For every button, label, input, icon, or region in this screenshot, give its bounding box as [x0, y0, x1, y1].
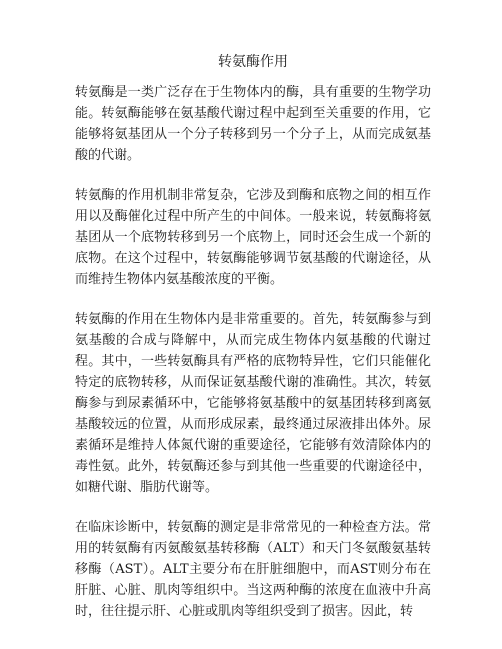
document-page [75, 52, 431, 641]
paragraph-3: 转氨酶的作用在生物体内是非常重要的。首先，转氨酶参与到氨基酸的合成与降解中，从而完成生物体内氨基酸的代谢过程。其中，一些转氨酶具有严格的底物特异性，它们只能催化特定的底物转移，从而保证氨基酸代谢的准确性。其次，转氨酶参与到尿素循环中，它能够将氨基酸中的氨基团转移到离氨基酸较远的位置，从而形成尿素，最终通过尿液排出体外。尿素循环是维持人体氮代谢的重要途径，它能够有效清除体内的毒性氨。此外，转氨酶还参与到其他一些重要的代谢途径中，如糖代谢、脂肪代谢等。 [75, 312, 431, 495]
document-title: 转氨酶作用 [218, 54, 288, 70]
paragraph-2: 转氨酶的作用机制非常复杂，它涉及到酶和底物之间的相互作用以及酶催化过程中所产生的中间体。一般来说，转氨酶将氨基团从一个底物转移到另一个底物上，同时还会生成一个新的底物。在这个过程中，转氨酶能够调节氨基酸的代谢途径，从而维持生物体内氨基酸浓度的平衡。 [75, 188, 431, 287]
paragraph-4: 在临床诊断中，转氨酶的测定是非常常见的一种检查方法。常用的转氨酶有丙氨酸氨基转移酶（ALT）和天门冬氨酸氨基转移酶（AST）。ALT主要分布在肝脏细胞中，而AST则分布在肝脏、心脏、肌肉等组织中。当这两种酶的浓度在血液中升高时，往往提示肝、心脏或肌肉等组织受到了损害。因此，转 [75, 520, 431, 619]
paragraph-1: 转氨酶是一类广泛存在于生物体内的酶，具有重要的生物学功能。转氨酶能够在氨基酸代谢过程中起到至关重要的作用，它能够将氨基团从一个分子转移到另一个分子上，从而完成氨基酸的代谢。 [75, 85, 431, 163]
